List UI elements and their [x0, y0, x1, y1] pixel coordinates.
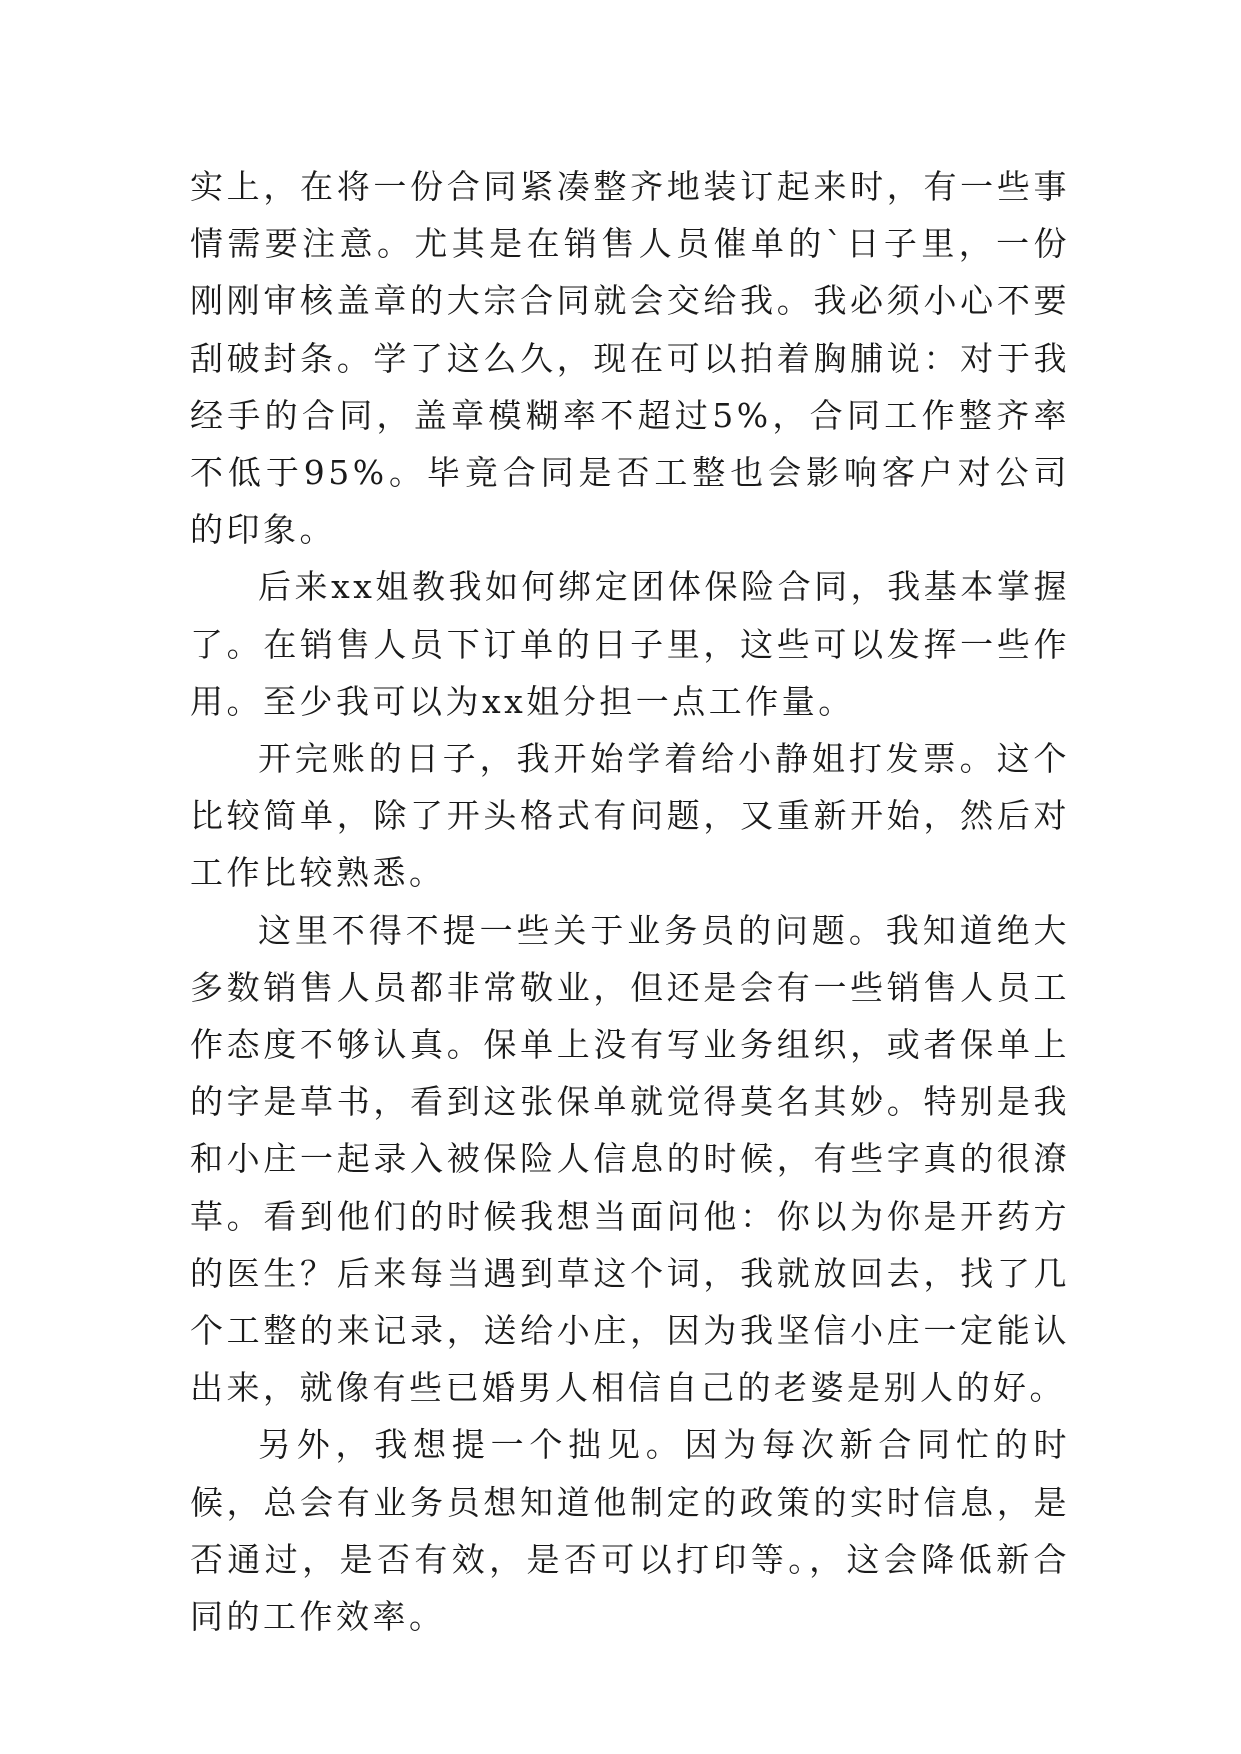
- paragraph-4: 这里不得不提一些关于业务员的问题。我知道绝大多数销售人员都非常敬业，但还是会有一些销售人员工作态度不够认真。保单上没有写业务组织，或者保单上的字是草书，看到这张保单就觉得莫名其妙。特别是我和小庄一起录入被保险人信息的时候，有些字真的很潦草。看到他们的时候我想当面问他：你以为你是开药方的医生？后来每当遇到草这个词，我就放回去，找了几个工整的来记录，送给小庄，因为我坚信小庄一定能认出来，就像有些已婚男人相信自己的老婆是别人的好。: [190, 910, 1070, 1408]
- paragraph-5: 另外，我想提一个拙见。因为每次新合同忙的时候，总会有业务员想知道他制定的政策的实时信息，是否通过，是否有效，是否可以打印等。，这会降低新合同的工作效率。: [190, 1425, 1070, 1637]
- paragraph-3: 开完账的日子，我开始学着给小静姐打发票。这个比较简单，除了开头格式有问题，又重新开始，然后对工作比较熟悉。: [190, 739, 1070, 893]
- document-body: [190, 158, 1070, 1645]
- paragraph-1: 实上，在将一份合同紧凑整齐地装订起来时，有一些事情需要注意。尤其是在销售人员催单的`日子里，一份刚刚审核盖章的大宗合同就会交给我。我必须小心不要刮破封条。学了这么久，现在可以拍着胸脯说：对于我经手的合同，盖章模糊率不超过5%，合同工作整齐率不低于95%。毕竟合同是否工整也会影响客户对公司的印象。: [190, 167, 1070, 550]
- paragraph-2: 后来xx姐教我如何绑定团体保险合同，我基本掌握了。在销售人员下订单的日子里，这些可以发挥一些作用。至少我可以为xx姐分担一点工作量。: [190, 567, 1070, 721]
